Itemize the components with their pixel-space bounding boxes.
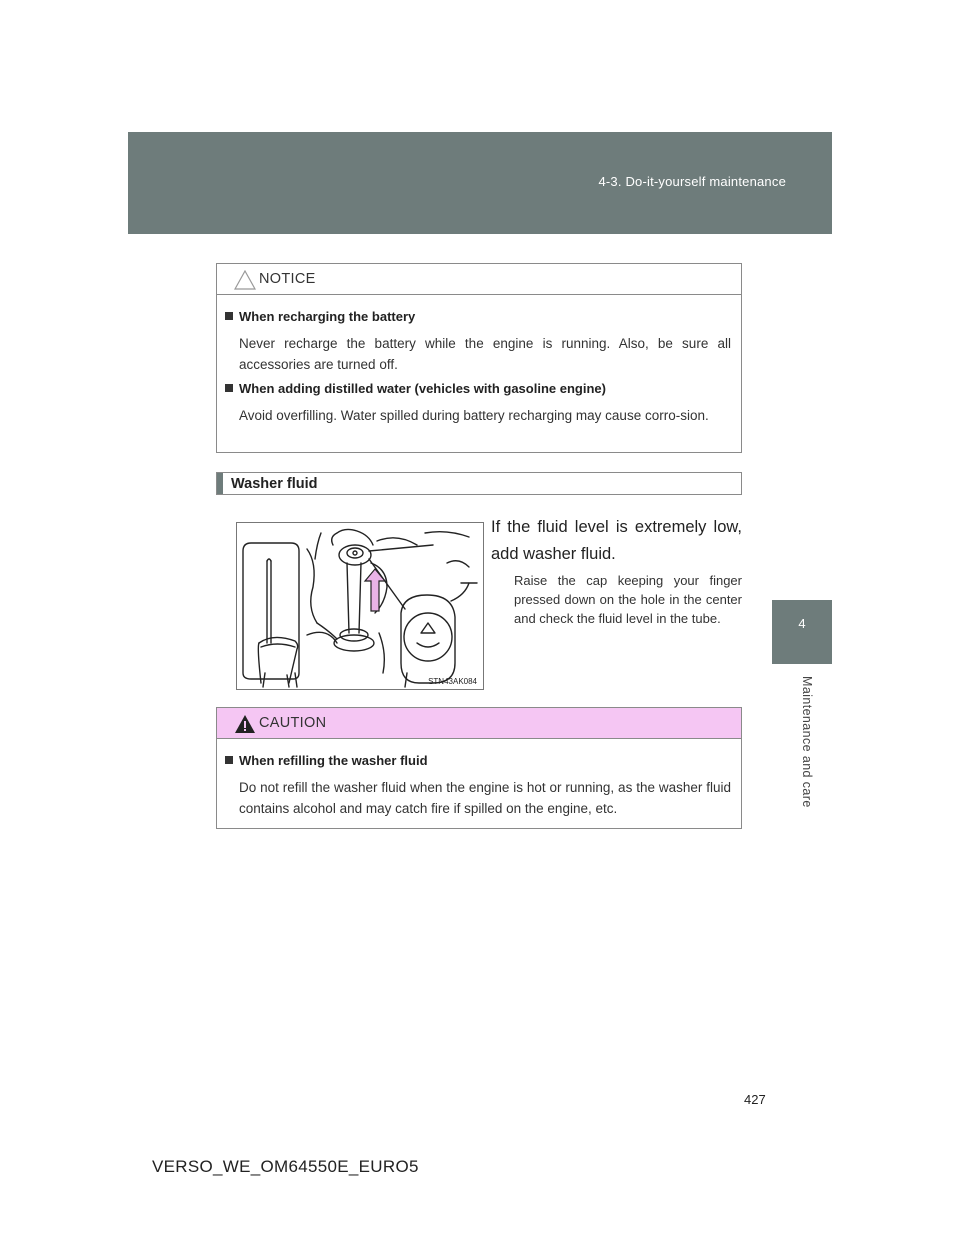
square-bullet-icon xyxy=(225,384,233,392)
caution-item-text: Do not refill the washer fluid when the engine is hot or running, as the washer fluid contains alcohol and may catch fire if spilled on the engine, etc. xyxy=(239,780,731,816)
notice-box xyxy=(216,263,742,453)
notice-item-text: Avoid overfilling. Water spilled during battery recharging may cause corro-sion. xyxy=(239,408,709,423)
section-heading-title: Washer fluid xyxy=(231,476,318,492)
caution-title: CAUTION xyxy=(259,715,327,731)
notice-item-heading: When recharging the battery xyxy=(217,309,741,324)
chapter-number: 4 xyxy=(798,616,806,631)
washer-reservoir-illustration xyxy=(236,522,484,690)
caution-box xyxy=(216,707,742,829)
figure-code: STN43AK084 xyxy=(428,677,477,686)
notice-item-heading: When adding distilled water (vehicles with gasoline engine) xyxy=(217,381,741,396)
chapter-tab xyxy=(772,600,832,664)
square-bullet-icon xyxy=(225,756,233,764)
warning-outline-icon xyxy=(234,270,256,290)
notice-title: NOTICE xyxy=(259,271,316,287)
washer-intro: If the fluid level is extremely low, add washer fluid. xyxy=(491,518,742,563)
washer-cap-drawing xyxy=(237,523,483,689)
page-number: 427 xyxy=(744,1092,766,1107)
washer-detail: Raise the cap keeping your finger pressed down on the hole in the center and check the fluid level in the tube. xyxy=(514,573,742,626)
notice-item-text: Never recharge the battery while the engine is running. Also, be sure all accessories are turned off. xyxy=(239,336,731,372)
heading-accent xyxy=(217,473,223,494)
chapter-label: Maintenance and care xyxy=(800,676,814,808)
caution-header xyxy=(217,708,741,739)
notice-header xyxy=(217,264,741,295)
square-bullet-icon xyxy=(225,312,233,320)
document-code: VERSO_WE_OM64550E_EURO5 xyxy=(152,1157,419,1176)
caution-item-heading: When refilling the washer fluid xyxy=(217,753,741,768)
section-title: 4-3. Do-it-yourself maintenance xyxy=(598,174,786,189)
warning-icon xyxy=(234,714,256,734)
section-heading xyxy=(216,472,742,495)
